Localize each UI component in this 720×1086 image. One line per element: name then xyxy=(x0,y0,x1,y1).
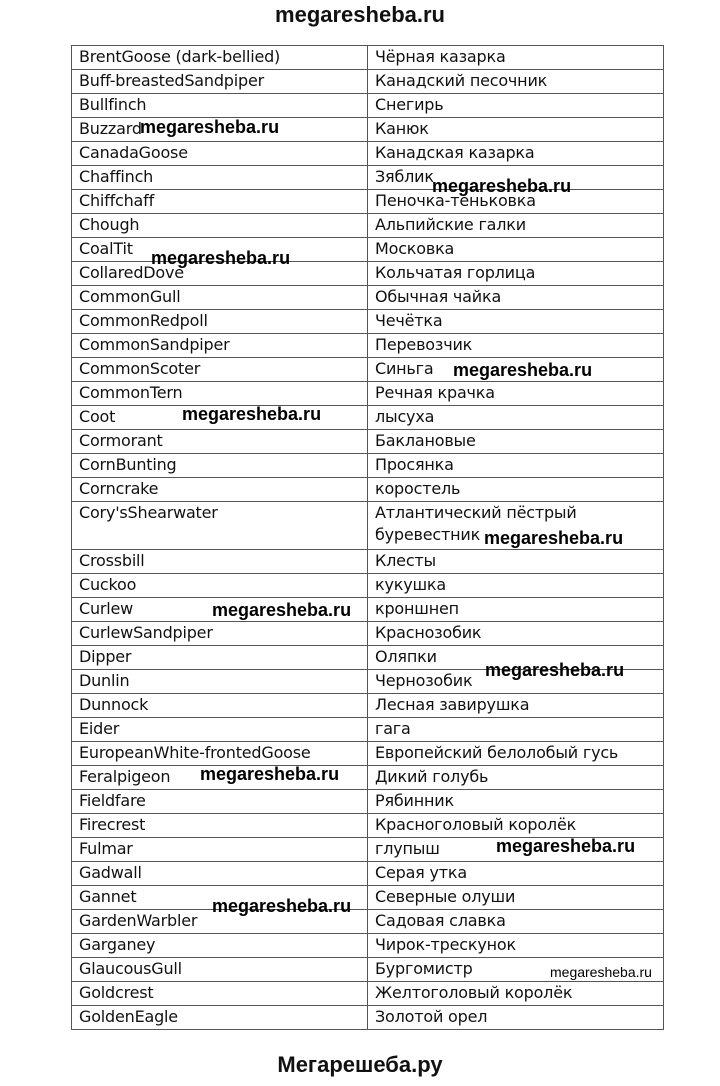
table-row xyxy=(72,982,664,1006)
table-row xyxy=(72,454,664,478)
table-row xyxy=(72,742,664,766)
english-name-cell: Dunnock xyxy=(72,694,368,718)
english-name-cell: BrentGoose (dark-bellied) xyxy=(72,46,368,70)
russian-name-cell: Просянка xyxy=(368,454,664,478)
english-name-cell: CollaredDove xyxy=(72,262,368,286)
table-row xyxy=(72,310,664,334)
table-row xyxy=(72,190,664,214)
russian-name-cell: Синьга xyxy=(368,358,664,382)
table-row xyxy=(72,382,664,406)
table-row xyxy=(72,814,664,838)
english-name-cell: CommonTern xyxy=(72,382,368,406)
russian-name-cell: Канадская казарка xyxy=(368,142,664,166)
english-name-cell: Crossbill xyxy=(72,550,368,574)
table-row xyxy=(72,430,664,454)
english-name-cell: Dunlin xyxy=(72,670,368,694)
english-name-cell: Garganey xyxy=(72,934,368,958)
russian-name-cell: Баклановые xyxy=(368,430,664,454)
english-name-cell: CurlewSandpiper xyxy=(72,622,368,646)
page-footer-title: Мегарешеба.ру xyxy=(277,1052,443,1077)
russian-name-cell: Канюк xyxy=(368,118,664,142)
russian-name-cell: Лесная завирушка xyxy=(368,694,664,718)
table-row xyxy=(72,166,664,190)
russian-name-cell: Перевозчик xyxy=(368,334,664,358)
table-row xyxy=(72,142,664,166)
table-row xyxy=(72,1006,664,1030)
english-name-cell: Chaffinch xyxy=(72,166,368,190)
english-name-cell: CommonGull xyxy=(72,286,368,310)
table-row xyxy=(72,622,664,646)
english-name-cell: Fulmar xyxy=(72,838,368,862)
russian-name-cell: гага xyxy=(368,718,664,742)
watermark: megaresheba.ru xyxy=(212,600,352,620)
english-name-cell: Fieldfare xyxy=(72,790,368,814)
table-row xyxy=(72,406,664,430)
english-name-cell: Chough xyxy=(72,214,368,238)
watermark: megaresheba.ru xyxy=(453,360,593,380)
table-row xyxy=(72,862,664,886)
table-row xyxy=(72,574,664,598)
russian-name-cell: Клесты xyxy=(368,550,664,574)
english-name-cell: Gadwall xyxy=(72,862,368,886)
english-name-cell: CanadaGoose xyxy=(72,142,368,166)
russian-name-cell: кроншнеп xyxy=(368,598,664,622)
table-row xyxy=(72,550,664,574)
watermark: megaresheba.ru xyxy=(200,764,340,784)
russian-name-cell: Оляпки xyxy=(368,646,664,670)
table-row xyxy=(72,94,664,118)
russian-name-cell: Атлантический пёстрый буревестник xyxy=(368,502,664,550)
russian-name-cell: Садовая славка xyxy=(368,910,664,934)
table-row xyxy=(72,478,664,502)
russian-name-cell: Канадский песочник xyxy=(368,70,664,94)
russian-name-cell: Северные олуши xyxy=(368,886,664,910)
watermark: megaresheba.ru xyxy=(496,836,636,856)
russian-name-cell: Чирок-трескунок xyxy=(368,934,664,958)
russian-name-cell: Дикий голубь xyxy=(368,766,664,790)
russian-name-cell: лысуха xyxy=(368,406,664,430)
watermark: megaresheba.ru xyxy=(484,528,624,548)
watermark: megaresheba.ru xyxy=(485,660,625,680)
table-row xyxy=(72,886,664,910)
english-name-cell: GardenWarbler xyxy=(72,910,368,934)
russian-name-cell: глупыш xyxy=(368,838,664,862)
english-name-cell: Corncrake xyxy=(72,478,368,502)
table-row xyxy=(72,694,664,718)
english-name-cell: GoldenEagle xyxy=(72,1006,368,1030)
russian-name-cell: Снегирь xyxy=(368,94,664,118)
table-row xyxy=(72,286,664,310)
english-name-cell: Cory'sShearwater xyxy=(72,502,368,550)
english-name-cell: EuropeanWhite-frontedGoose xyxy=(72,742,368,766)
russian-name-cell: Краснозобик xyxy=(368,622,664,646)
russian-name-cell: Чернозобик xyxy=(368,670,664,694)
english-name-cell: Cormorant xyxy=(72,430,368,454)
english-name-cell: Cuckoo xyxy=(72,574,368,598)
table-row xyxy=(72,70,664,94)
english-name-cell: Firecrest xyxy=(72,814,368,838)
russian-name-cell: Речная крачка xyxy=(368,382,664,406)
russian-name-cell: Желтоголовый королёк xyxy=(368,982,664,1006)
page-header-title: megaresheba.ru xyxy=(275,2,445,27)
russian-name-cell: Зяблик xyxy=(368,166,664,190)
russian-name-cell: Чёрная казарка xyxy=(368,46,664,70)
watermark: megaresheba.ru xyxy=(182,404,322,424)
english-name-cell: Bullfinch xyxy=(72,94,368,118)
english-name-cell: CornBunting xyxy=(72,454,368,478)
english-name-cell: GlaucousGull xyxy=(72,958,368,982)
english-name-cell: CommonScoter xyxy=(72,358,368,382)
russian-name-cell: Московка xyxy=(368,238,664,262)
russian-name-cell: Золотой орел xyxy=(368,1006,664,1030)
english-name-cell: Buff-breastedSandpiper xyxy=(72,70,368,94)
russian-name-cell: кукушка xyxy=(368,574,664,598)
russian-name-cell: Рябинник xyxy=(368,790,664,814)
table-row xyxy=(72,46,664,70)
russian-name-cell: Альпийские галки xyxy=(368,214,664,238)
russian-name-cell: Европейский белолобый гусь xyxy=(368,742,664,766)
russian-name-cell: Серая утка xyxy=(368,862,664,886)
watermark: megaresheba.ru xyxy=(151,248,291,268)
watermark: megaresheba.ru xyxy=(140,117,280,137)
watermark: megaresheba.ru xyxy=(432,176,572,196)
english-name-cell: Eider xyxy=(72,718,368,742)
table-row xyxy=(72,718,664,742)
russian-name-cell: Пеночка-теньковка xyxy=(368,190,664,214)
english-name-cell: CommonRedpoll xyxy=(72,310,368,334)
english-name-cell: Curlew xyxy=(72,598,368,622)
english-name-cell: Chiffchaff xyxy=(72,190,368,214)
table-row xyxy=(72,766,664,790)
russian-name-cell: Кольчатая горлица xyxy=(368,262,664,286)
russian-name-cell: Красноголовый королёк xyxy=(368,814,664,838)
russian-name-cell: Обычная чайка xyxy=(368,286,664,310)
english-name-cell: CommonSandpiper xyxy=(72,334,368,358)
english-name-cell: Goldcrest xyxy=(72,982,368,1006)
table-row xyxy=(72,214,664,238)
russian-name-cell: коростель xyxy=(368,478,664,502)
table-row xyxy=(72,598,664,622)
english-name-cell: Feralpigeon xyxy=(72,766,368,790)
table-row xyxy=(72,790,664,814)
english-name-cell: CoalTit xyxy=(72,238,368,262)
english-name-cell: Buzzard xyxy=(72,118,368,142)
russian-name-cell: Чечётка xyxy=(368,310,664,334)
watermark: megaresheba.ru xyxy=(212,896,352,916)
russian-name-cell: Бургомистр xyxy=(368,958,664,982)
table-row xyxy=(72,934,664,958)
table-row xyxy=(72,910,664,934)
english-name-cell: Dipper xyxy=(72,646,368,670)
english-name-cell: Gannet xyxy=(72,886,368,910)
table-row xyxy=(72,334,664,358)
english-name-cell: Coot xyxy=(72,406,368,430)
watermark-small: megaresheba.ru xyxy=(550,964,652,980)
